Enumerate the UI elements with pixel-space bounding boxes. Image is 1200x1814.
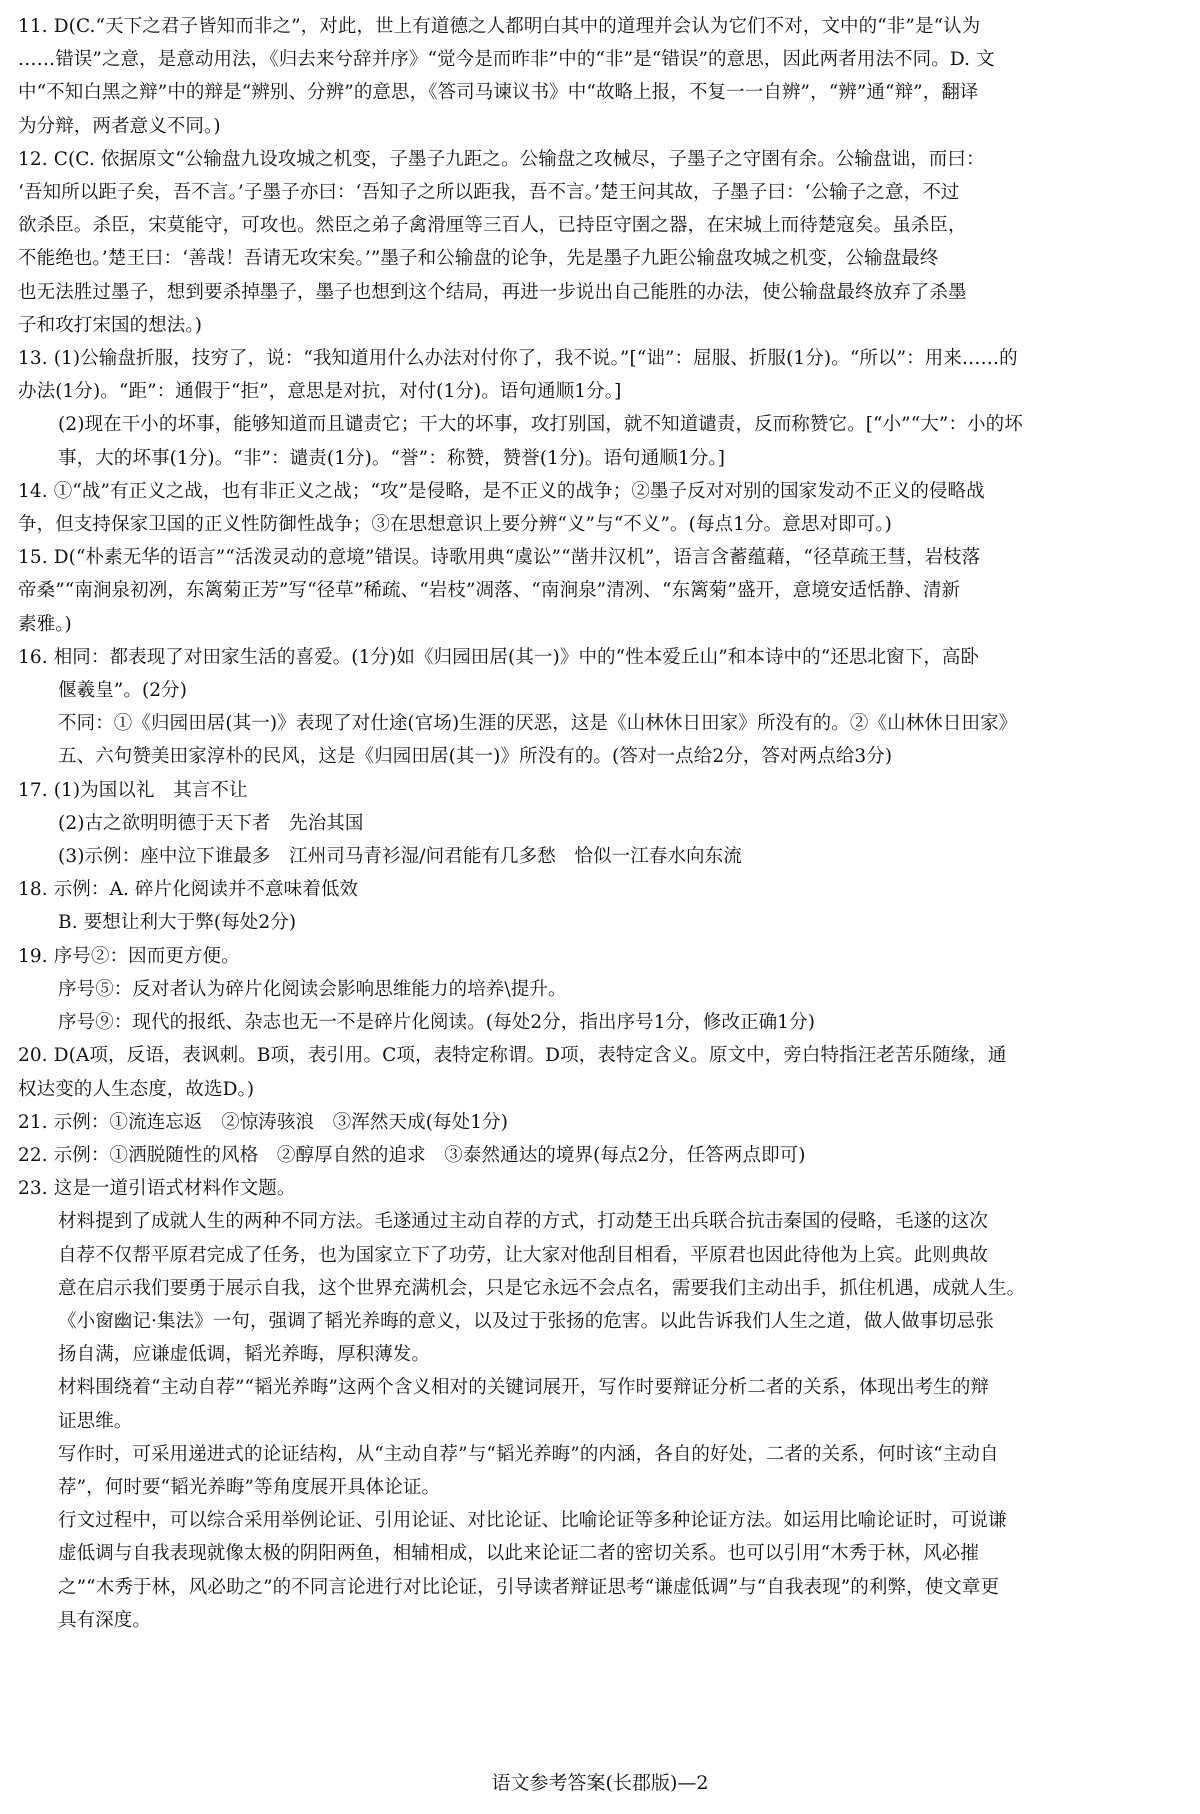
answer-line: 18. 示例：A. 碎片化阅读并不意味着低效: [18, 879, 359, 901]
answer-line: 荐”，何时要“韬光养晦”等角度展开具体论证。: [58, 1476, 441, 1498]
answer-line: 帝桑”“南涧泉初冽，东篱菊正芳”写“径草”稀疏、“岩枝”凋落、“南涧泉”清冽、“东篱菊”盛开，意境安适恬静、清新: [18, 580, 961, 602]
answer-item-q13: [18, 342, 1180, 475]
answer-line: 具有深度。: [58, 1609, 152, 1631]
answer-line: 虚低调与自我表现就像太极的阴阳两鱼，相辅相成，以此来论证二者的密切关系。也可以引用“木秀于林，风必摧: [58, 1543, 979, 1565]
answer-line: 20. D(A项，反语，表讽刺。B项，表引用。C项，表特定称谓。D项，表特定含义。原文中，旁白特指汪老苦乐随缘，通: [18, 1045, 1007, 1067]
answer-line: (3)示例：座中泣下谁最多 江州司马青衫湿/问君能有几多愁 恰似一江春水向东流: [58, 846, 742, 868]
answer-item-q23: [18, 1172, 1180, 1637]
answer-item-q19: [18, 940, 1180, 1040]
answer-line: 偃羲皇”。(2分): [58, 680, 188, 702]
answer-line: (2)古之欲明明德于天下者 先治其国: [58, 812, 364, 834]
answer-line: 12. C(C. 依据原文“公输盘九设攻城之机变，子墨子九距之。公输盘之攻械尽，子墨子之守圉有余。公输盘诎，而曰：: [18, 148, 985, 170]
answer-item-q20: [18, 1039, 1180, 1105]
answer-line: B. 要想让利大于弊(每处2分): [58, 912, 297, 934]
answer-item-q21: [18, 1106, 1180, 1139]
page-footer: 语文参考答案(长郡版)—2: [491, 1772, 709, 1794]
answer-item-q16: [18, 641, 1180, 774]
answer-line: 材料提到了成就人生的两种不同方法。毛遂通过主动自荐的方式，打动楚王出兵联合抗击秦国的侵略，毛遂的这次: [58, 1211, 989, 1233]
answer-line: 权达变的人生态度，故选D。): [18, 1078, 255, 1100]
answer-item-q11: [18, 10, 1180, 143]
answer-line: 事，大的坏事(1分)。“非”：谴责(1分)。“誉”：称赞，赞誉(1分)。语句通顺1分。]: [58, 447, 726, 469]
answer-line: 行文过程中，可以综合采用举例论证、引用论证、对比论证、比喻论证等多种论证方法。如运用比喻论证时，可说谦: [58, 1510, 1007, 1532]
answer-line: 15. D(“朴素无华的语言”“活泼灵动的意境”错误。诗歌用典“虞讼”“凿井汉机”，语言含蓄蕴藉，“径草疏王彗，岩枝落: [18, 547, 981, 569]
answer-line: 也无法胜过墨子，想到要杀掉墨子，墨子也想到这个结局，再进一步说出自己能胜的办法，使公输盘最终放弃了杀墨: [18, 281, 967, 303]
answer-line: 办法(1分)。“距”：通假于“拒”，意思是对抗，对付(1分)。语句通顺1分。]: [18, 381, 622, 403]
answer-line: 21. 示例：①流连忘返 ②惊涛骇浪 ③浑然天成(每处1分): [18, 1111, 509, 1133]
answer-line: 意在启示我们要勇于展示自我，这个世界充满机会，只是它永远不会点名，需要我们主动出手，抓住机遇，成就人生。: [58, 1277, 1026, 1299]
answer-line: 写作时，可采用递进式的论证结构，从“主动自荐”与“韬光养晦”的内涵，各自的好处，二者的关系，何时该“主动自: [58, 1443, 999, 1465]
answer-line: 不同：①《归园田居(其一)》表现了对仕途(官场)生涯的厌恶，这是《山林休日田家》所没有的。②《山林休日田家》: [58, 713, 1018, 735]
answer-line: 材料围绕着“主动自荐”“韬光养晦”这两个含义相对的关键词展开，写作时要辩证分析二者的关系，体现出考生的辩: [58, 1377, 990, 1399]
answer-line: 为分辩，两者意义不同。): [18, 115, 221, 137]
answer-item-q17: [18, 774, 1180, 874]
answer-line: 23. 这是一道引语式材料作文题。: [18, 1178, 296, 1200]
answer-line: 《小窗幽记·集法》一句，强调了韬光养晦的意义，以及过于张扬的危害。以此告诉我们人生之道，做人做事切忌张: [58, 1310, 994, 1332]
answer-line: 13. (1)公输盘折服，技穷了，说：“我知道用什么办法对付你了，我不说。”[“诎”：屈服、折服(1分)。“所以”：用来……的: [18, 348, 1018, 370]
answer-item-q22: [18, 1139, 1180, 1172]
answer-line: 扬自满，应谦虚低调，韬光养晦，厚积薄发。: [58, 1344, 431, 1366]
answer-line: 子和攻打宋国的想法。): [18, 314, 203, 336]
answer-key-page: [18, 10, 1180, 1637]
answer-line: 序号⑤：反对者认为碎片化阅读会影响思维能力的培养\提升。: [58, 978, 567, 1000]
answer-line: 11. D(C.“天下之君子皆知而非之”，对此，世上有道德之人都明白其中的道理并会认为它们不对，文中的“非”是“认为: [18, 16, 981, 37]
answer-line: 欲杀臣。杀臣，宋莫能守，可攻也。然臣之弟子禽滑厘等三百人，已持臣守圉之器，在宋城上而待楚寇矣。虽杀臣，: [18, 215, 967, 237]
answer-line: 16. 相同：都表现了对田家生活的喜爱。(1分)如《归园田居(其一)》中的“性本爱丘山”和本诗中的“还思北窗下，高卧: [18, 646, 980, 668]
answer-line: 争，但支持保家卫国的正义性防御性战争；③在思想意识上要分辨“义”与“不义”。(每点1分。意思对即可。): [18, 514, 892, 536]
answer-line: 素雅。): [18, 613, 72, 635]
answer-item-q14: [18, 475, 1180, 541]
answer-line: 自荐不仅帮平原君完成了任务，也为国家立下了功劳，让大家对他刮目相看，平原君也因此待他为上宾。此则典故: [58, 1244, 989, 1266]
answer-item-q12: [18, 143, 1180, 342]
answer-item-q18: [18, 873, 1180, 939]
answer-line: 17. (1)为国以礼 其言不让: [18, 779, 248, 801]
answer-line: 14. ①“战”有正义之战，也有非正义之战；“攻”是侵略，是不正义的战争；②墨子反对对别的国家发动不正义的侵略战: [18, 480, 985, 502]
answer-line: (2)现在干小的坏事，能够知道而且谴责它；干大的坏事，攻打别国，就不知道谴责，反而称赞它。[“小”“大”：小的坏: [58, 414, 1023, 436]
answer-line: 序号⑨：现代的报纸、杂志也无一不是碎片化阅读。(每处2分，指出序号1分，修改正确1分): [58, 1012, 816, 1034]
answer-item-q15: [18, 541, 1180, 641]
answer-line: 中“不知白黑之辩”中的辩是“辨别、分辨”的意思，《答司马谏议书》中“故略上报，不复一一自辨”，“辨”通“辩”，翻译: [18, 82, 979, 104]
answer-line: 五、六句赞美田家淳朴的民风，这是《归园田居(其一)》所没有的。(答对一点给2分，答对两点给3分): [58, 746, 893, 768]
answer-line: ‘吾知所以距子矣，吾不言。’子墨子亦曰：‘吾知子之所以距我，吾不言。’楚王问其故，子墨子曰：‘公输子之意，不过: [18, 182, 960, 204]
answer-line: 证思维。: [58, 1410, 133, 1432]
answer-line: ……错误”之意，是意动用法，《归去来兮辞并序》“觉今是而昨非”中的“非”是“错误”的意思，因此两者用法不同。D. 文: [18, 49, 995, 71]
answer-line: 22. 示例：①洒脱随性的风格 ②醇厚自然的追求 ③泰然通达的境界(每点2分，任答两点即可): [18, 1144, 806, 1166]
answer-line: 之”“木秀于林，风必助之”的不同言论进行对比论证，引导读者辩证思考“谦虚低调”与“自我表现”的利弊，使文章更: [58, 1576, 1000, 1598]
answer-line: 19. 序号②：因而更方便。: [18, 945, 240, 967]
answer-line: 不能绝也。’楚王曰：‘善哉！吾请无攻宋矣。’”墨子和公输盘的论争，先是墨子九距公输盘攻城之机变，公输盘最终: [18, 248, 939, 270]
